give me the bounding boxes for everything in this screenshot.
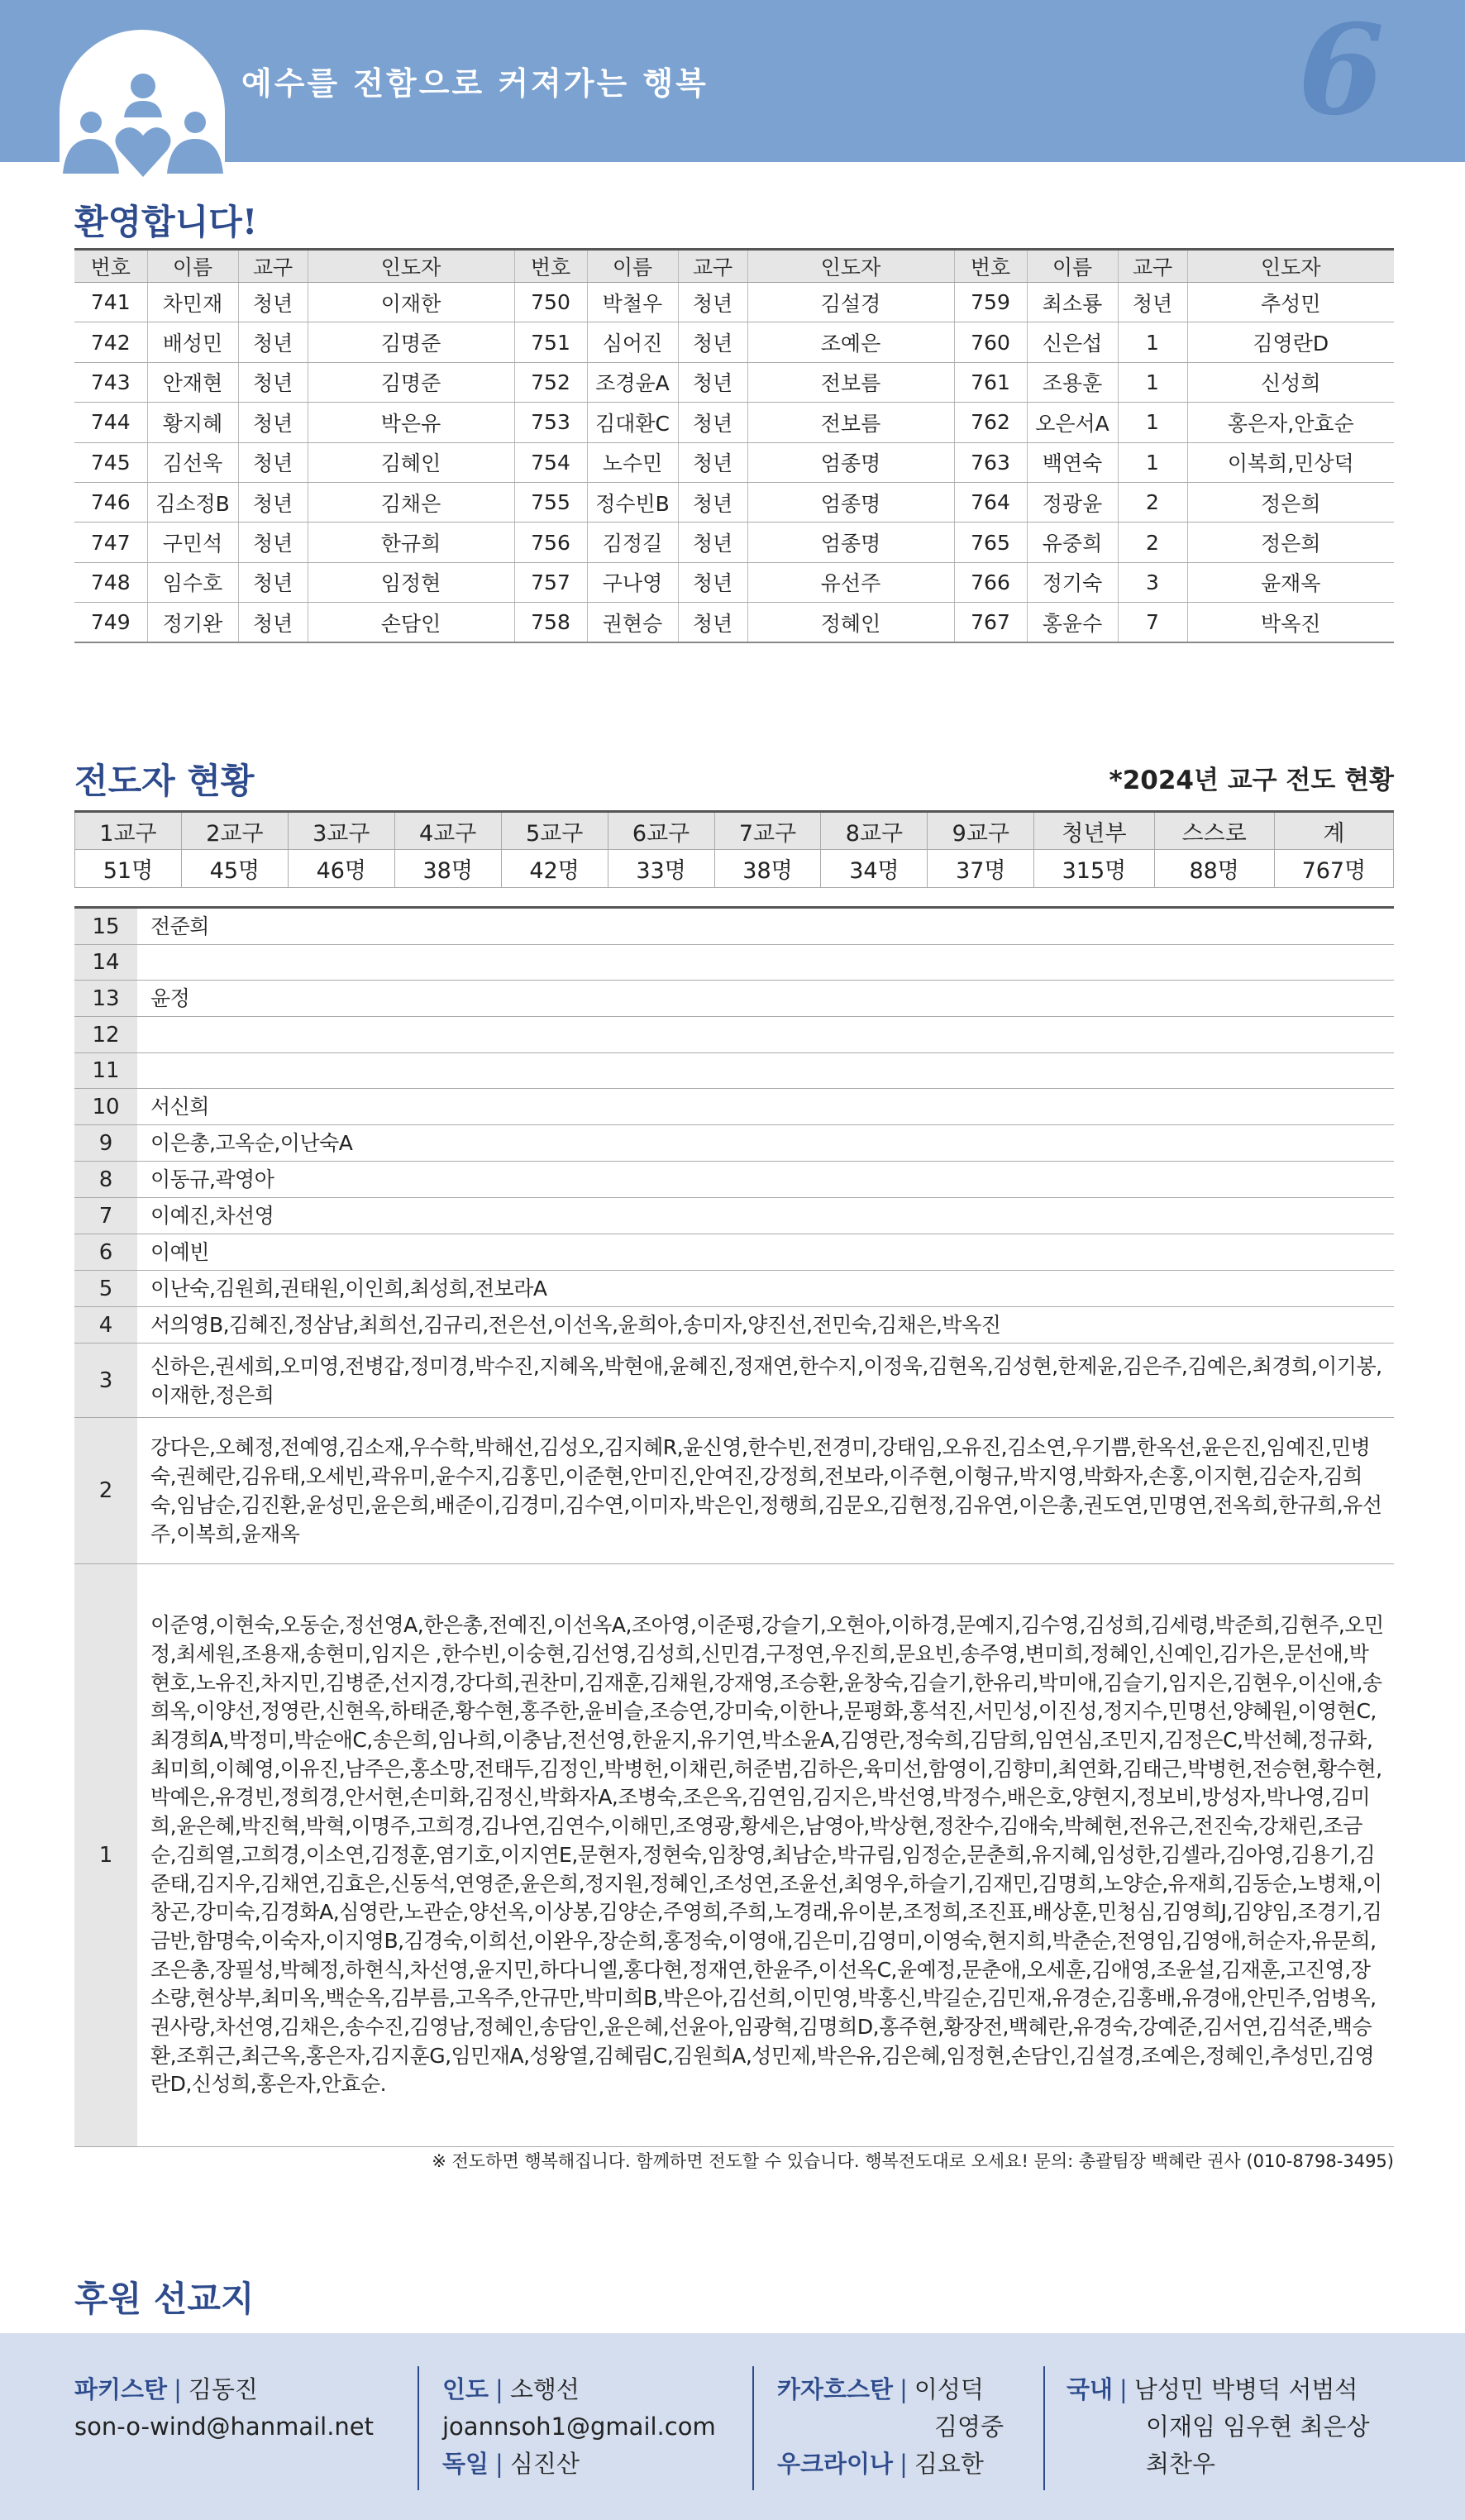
missionary-names: 김동진 — [188, 2375, 258, 2403]
rank-names: 서신희 — [137, 1089, 1394, 1125]
country-label: 인도 — [442, 2375, 489, 2403]
country-label: 파키스탄 — [74, 2375, 168, 2403]
rank-number: 14 — [74, 945, 137, 981]
table-cell: 김정길 — [587, 523, 678, 562]
rank-names: 강다은,오혜정,전예영,김소재,우수학,박해선,김성오,김지혜R,윤신영,한수빈,전경미,강태임,오유진,김소연,우기쁨,한옥선,윤은진,임예진,민병숙,권혜란,김유태,오세빈,곽유미,윤수지,김홍민,이준현,안미진,안여진,강정희,전보라,이주현,이형규,박지영,박화자,손홍,이지현,김순자,김희숙,임남순,김진환,윤성민,윤은희,배준이,김경미,김수연,이미자,박은인,정행희,김문오,김현정,김유연,이은총,권도연,민명연,전옥희,한규희,유선주,이복희,윤재옥 — [137, 1418, 1394, 1564]
rank-row — [74, 1307, 1394, 1344]
table-cell: 754 — [514, 442, 587, 482]
table-cell: 김혜인 — [308, 442, 514, 482]
table-cell: 조경윤A — [587, 362, 678, 402]
missionaries-title: 후원 선교지 — [74, 2279, 255, 2319]
country-label: 국내 — [1067, 2375, 1114, 2403]
rank-names: 이예진,차선영 — [137, 1198, 1394, 1234]
missionary-names: 이성덕 — [914, 2375, 984, 2403]
parish-count-cell: 38명 — [714, 850, 821, 888]
missionary-domestic: 국내 | 남성민 박병덕 서범석 이재임 임우현 최은상 최찬우 — [1067, 2371, 1370, 2483]
table-cell: 정기숙 — [1027, 562, 1118, 602]
table-row — [74, 603, 1394, 642]
parish-count-cell: 37명 — [928, 850, 1034, 888]
table-cell: 한규희 — [308, 523, 514, 562]
table-cell: 1 — [1118, 362, 1187, 402]
country-label: 카자흐스탄 — [777, 2375, 894, 2403]
table-cell: 755 — [514, 482, 587, 522]
table-cell: 홍윤수 — [1027, 603, 1118, 642]
column-header: 교구 — [238, 250, 308, 283]
table-cell: 청년 — [678, 442, 747, 482]
table-row — [74, 283, 1394, 322]
evangelism-footnote: ※ 전도하면 행복해집니다. 함께하면 전도할 수 있습니다. 행복전도대로 오세요! 문의: 총괄팀장 백혜란 권사 (010-8798-3495) — [432, 2151, 1394, 2171]
table-cell: 1 — [1118, 442, 1187, 482]
rank-names: 이준영,이현숙,오동순,정선영A,한은총,전예진,이선옥A,조아영,이준평,강슬기,오현아,이하경,문예지,김수영,김성희,김세령,박준희,김현주,오민정,최세원,조용재,송현미,임지은 ,한수빈,이숭현,김선영,김성희,신민겸,구정연,우진희,문요빈,송주영,변미희,정혜인,신예인,김가은,문선애,박현호,노유진,차지민,김병준,선지경,강다희,권찬미,김재훈,김채원,강재영,조승환,윤창숙,김슬기,한유리,박미애,김슬기,임지은,김현우,이신애,송희옥,이양선,정영란,신현옥,하태준,황수현,홍주한,윤비슬,조승연,강미숙,이한나,문평화,홍석진,서민성,이진성,정지수,민명선,양혜원,이영현C,최경희A,박정미,박순애C,송은희,임나희,이충남,전선영,한윤지,유기연,박소윤A,김영란,정숙희,김담희,임연심,조민지,김정은C,박선혜,정규화,최미희,이혜영,이유진,남주은,홍소망,전태두,김정인,박병헌,이채린,허준범,김하은,육미선,함영이,김향미,최연화,김태근,박병헌,전승현,황수현,박예은,유경빈,정희경,안서현,손미화,김정신,박화자A,조병숙,조은옥,김연임,김지은,박선영,박정수,배은호,양현지,정보비,방성자,박나영,김미희,윤은혜,박진혁,박혁,이명주,고희경,김나연,김연수,이해민,조영광,황세은,남영아,박상현,정찬수,김애숙,박혜현,전유근,전진숙,강채린,조금순,김희열,고희경,이소연,김정훈,염기호,이지연E,문현자,정현숙,임창영,최남순,박규림,임정순,문춘희,유지혜,임성한,김셀라,김아영,김용기,김준태,김지우,김채연,김효은,신동석,연영준,윤은희,정지원,정혜인,조성연,조윤선,최영우,하슬기,김재민,김명희,노양순,유재희,김동순,노병채,이창곤,강미숙,김경화A,심영란,노관순,양선옥,이상봉,김양순,주영희,주희,노경래,유이분,조정희,조진표,배상훈,민청심,김영희J,김양임,조경기,김금반,함명숙,이숙자,이지영B,김경숙,이희선,이완우,장순희,홍정숙,이영애,김은미,김영미,이영숙,현지희,박춘순,전영임,김영애,허순자,유문희,조은총,장필성,박혜정,하현식,차선영,윤지민,하다니엘,홍다현,정재연,한윤주,이선옥C,윤예정,문춘애,오세훈,김애영,조윤설,김재훈,고진영,장소량,현상부,최미옥,백순옥,김부름,고옥주,안규만,박미희B,박은아,김선희,이민영,박홍신,박길순,김민재,유경순,김홍배,유경애,안민주,엄병옥,권사랑,차선영,김채은,송수진,김영남,정혜인,송담인,윤은혜,선윤아,임광혁,김명희D,홍주현,황장전,백혜란,유경숙,강예준,김서연,김석준,백승환,조휘근,최근옥,홍은자,김지훈G,임민재A,성왕열,김혜림C,김원희A,성민제,박은유,김은혜,임정현,손담인,김설경,조예은,정혜인,추성민,김영란D,신성희,홍은자,안효순. — [137, 1564, 1394, 2147]
parish-count-table — [74, 810, 1394, 888]
table-cell: 767 — [954, 603, 1027, 642]
table-cell: 750 — [514, 283, 587, 322]
table-cell: 766 — [954, 562, 1027, 602]
column-header: 인도자 — [308, 250, 514, 283]
table-cell: 백연숙 — [1027, 442, 1118, 482]
table-cell: 구나영 — [587, 562, 678, 602]
parish-count-cell: 51명 — [75, 850, 182, 888]
rank-names: 신하은,권세희,오미영,전병갑,정미경,박수진,지혜옥,박현애,윤혜진,정재연,한수지,이정욱,김현옥,김성현,한제윤,김은주,김예은,최경희,이기봉,이재한,정은희 — [137, 1344, 1394, 1418]
table-cell: 청년 — [238, 603, 308, 642]
table-cell: 751 — [514, 322, 587, 362]
table-cell: 청년 — [238, 362, 308, 402]
missionary-india-germany: 인도 | 소행선 joannsoh1@gmail.com 독일 | 심진산 — [442, 2375, 716, 2478]
table-cell: 추성민 — [1187, 283, 1394, 322]
parish-count-cell: 45명 — [181, 850, 288, 888]
table-cell: 손담인 — [308, 603, 514, 642]
table-cell: 747 — [74, 523, 147, 562]
column-header: 인도자 — [747, 250, 954, 283]
table-cell: 753 — [514, 403, 587, 442]
parish-count-row — [75, 850, 1394, 888]
table-cell: 757 — [514, 562, 587, 602]
family-heart-icon — [61, 69, 227, 177]
table-cell: 오은서A — [1027, 403, 1118, 442]
rank-row — [74, 1198, 1394, 1234]
rank-number: 12 — [74, 1017, 137, 1052]
rank-number: 7 — [74, 1198, 137, 1234]
parish-header-cell: 8교구 — [821, 812, 928, 850]
table-row — [74, 442, 1394, 482]
parish-header-cell: 3교구 — [288, 812, 394, 850]
evangelist-rank-table — [74, 906, 1394, 2147]
table-cell: 청년 — [678, 283, 747, 322]
table-cell: 746 — [74, 482, 147, 522]
table-cell: 청년 — [678, 562, 747, 602]
table-row — [74, 403, 1394, 442]
table-cell: 744 — [74, 403, 147, 442]
parish-header-cell: 7교구 — [714, 812, 821, 850]
table-cell: 청년 — [238, 562, 308, 602]
missionary-names: 이재임 임우현 최은상 — [1146, 2413, 1370, 2441]
missionary-names: 최찬우 — [1146, 2450, 1216, 2478]
parish-header-cell: 스스로 — [1154, 812, 1274, 850]
country-label: 우크라이나 — [777, 2450, 894, 2478]
parish-header-cell: 계 — [1274, 812, 1393, 850]
parish-header-cell: 2교구 — [181, 812, 288, 850]
rank-row — [74, 1052, 1394, 1088]
table-cell: 구민석 — [147, 523, 238, 562]
rank-row — [74, 1234, 1394, 1271]
rank-number: 9 — [74, 1125, 137, 1162]
column-header: 이름 — [1027, 250, 1118, 283]
table-cell: 김선욱 — [147, 442, 238, 482]
rank-names: 이은총,고옥순,이난숙A — [137, 1125, 1394, 1162]
header-title: 예수를 전함으로 커져가는 행복 — [241, 65, 709, 102]
rank-names — [137, 945, 1394, 981]
table-cell: 홍은자,안효순 — [1187, 403, 1394, 442]
parish-header-cell: 6교구 — [608, 812, 714, 850]
table-cell: 배성민 — [147, 322, 238, 362]
parish-header-cell: 청년부 — [1034, 812, 1154, 850]
page-number: 6 — [1298, 0, 1385, 143]
table-cell: 청년 — [238, 283, 308, 322]
table-cell: 정수빈B — [587, 482, 678, 522]
table-cell: 청년 — [238, 403, 308, 442]
table-cell: 윤재옥 — [1187, 562, 1394, 602]
table-cell: 청년 — [678, 482, 747, 522]
rank-row — [74, 1564, 1394, 2147]
parish-count-cell: 767명 — [1274, 850, 1393, 888]
table-cell: 정은희 — [1187, 523, 1394, 562]
table-cell: 761 — [954, 362, 1027, 402]
missionary-names: 남성민 박병덕 서범석 — [1133, 2375, 1358, 2403]
missionary-kazakhstan-ukraine: 카자흐스탄 | 이성덕 김영중 우크라이나 | 김요한 — [777, 2375, 1005, 2478]
table-cell: 749 — [74, 603, 147, 642]
table-cell: 김채은 — [308, 482, 514, 522]
parish-header-cell: 1교구 — [75, 812, 182, 850]
table-cell: 박철우 — [587, 283, 678, 322]
table-cell: 청년 — [238, 442, 308, 482]
table-cell: 노수민 — [587, 442, 678, 482]
table-cell: 엄종명 — [747, 523, 954, 562]
parish-count-cell: 315명 — [1034, 850, 1154, 888]
column-header: 번호 — [514, 250, 587, 283]
table-cell: 임수호 — [147, 562, 238, 602]
table-cell: 김명준 — [308, 322, 514, 362]
table-cell: 임정현 — [308, 562, 514, 602]
table-cell: 이재한 — [308, 283, 514, 322]
column-header: 번호 — [954, 250, 1027, 283]
rank-number: 3 — [74, 1344, 137, 1418]
rank-row — [74, 1271, 1394, 1307]
table-cell: 신은섭 — [1027, 322, 1118, 362]
table-cell: 청년 — [678, 403, 747, 442]
table-cell: 760 — [954, 322, 1027, 362]
table-cell: 청년 — [238, 523, 308, 562]
rank-names — [137, 1052, 1394, 1088]
rank-number: 1 — [74, 1564, 137, 2147]
rank-row — [74, 1162, 1394, 1198]
country-label: 독일 — [442, 2450, 489, 2478]
evangelism-title: 전도자 현황 — [74, 761, 255, 801]
rank-row — [74, 1344, 1394, 1418]
table-cell: 신성희 — [1187, 362, 1394, 402]
divider — [752, 2366, 754, 2490]
column-header: 이름 — [587, 250, 678, 283]
rank-row — [74, 1125, 1394, 1162]
table-cell: 765 — [954, 523, 1027, 562]
parish-count-cell: 33명 — [608, 850, 714, 888]
missionary-names: 심진산 — [509, 2450, 580, 2478]
parish-count-cell: 34명 — [821, 850, 928, 888]
table-cell: 조용훈 — [1027, 362, 1118, 402]
parish-count-cell: 46명 — [288, 850, 394, 888]
table-cell: 7 — [1118, 603, 1187, 642]
table-cell: 759 — [954, 283, 1027, 322]
parish-count-cell: 88명 — [1154, 850, 1274, 888]
table-cell: 김명준 — [308, 362, 514, 402]
rank-number: 15 — [74, 908, 137, 945]
welcome-header-row — [74, 250, 1394, 283]
column-header: 교구 — [1118, 250, 1187, 283]
table-row — [74, 523, 1394, 562]
table-cell: 박옥진 — [1187, 603, 1394, 642]
table-cell: 김영란D — [1187, 322, 1394, 362]
table-cell: 차민재 — [147, 283, 238, 322]
rank-names: 전준희 — [137, 908, 1394, 945]
table-cell: 청년 — [678, 322, 747, 362]
table-cell: 엄종명 — [747, 482, 954, 522]
table-cell: 황지혜 — [147, 403, 238, 442]
table-cell: 전보름 — [747, 362, 954, 402]
rank-number: 8 — [74, 1162, 137, 1198]
table-cell: 청년 — [1118, 283, 1187, 322]
missionary-names: 소행선 — [509, 2375, 580, 2403]
table-cell: 청년 — [238, 482, 308, 522]
table-cell: 김소정B — [147, 482, 238, 522]
parish-count-cell: 42명 — [501, 850, 608, 888]
table-cell: 최소룡 — [1027, 283, 1118, 322]
table-cell: 745 — [74, 442, 147, 482]
rank-row — [74, 1418, 1394, 1564]
table-cell: 752 — [514, 362, 587, 402]
missionary-email: son-o-wind@hanmail.net — [74, 2413, 375, 2441]
rank-number: 2 — [74, 1418, 137, 1564]
parish-header-cell: 5교구 — [501, 812, 608, 850]
table-cell: 1 — [1118, 403, 1187, 442]
column-header: 번호 — [74, 250, 147, 283]
parish-header-row — [75, 812, 1394, 850]
rank-number: 10 — [74, 1089, 137, 1125]
table-cell: 박은유 — [308, 403, 514, 442]
welcome-title: 환영합니다! — [74, 202, 258, 242]
table-cell: 2 — [1118, 523, 1187, 562]
parish-header-cell: 9교구 — [928, 812, 1034, 850]
rank-names: 이난숙,김원희,권태원,이인희,최성희,전보라A — [137, 1271, 1394, 1307]
table-cell: 심어진 — [587, 322, 678, 362]
table-cell: 741 — [74, 283, 147, 322]
missionary-names: 김영중 — [934, 2413, 1005, 2441]
rank-number: 6 — [74, 1234, 137, 1271]
welcome-table — [74, 248, 1394, 643]
table-cell: 안재현 — [147, 362, 238, 402]
table-row — [74, 482, 1394, 522]
missionary-names: 김요한 — [914, 2450, 984, 2478]
table-cell: 청년 — [678, 362, 747, 402]
table-cell: 정광윤 — [1027, 482, 1118, 522]
rank-row — [74, 908, 1394, 945]
rank-names — [137, 1017, 1394, 1052]
column-header: 이름 — [147, 250, 238, 283]
table-cell: 1 — [1118, 322, 1187, 362]
evangelism-note: *2024년 교구 전도 현황 — [1109, 766, 1394, 795]
table-cell: 764 — [954, 482, 1027, 522]
missionary-email: joannsoh1@gmail.com — [442, 2413, 716, 2441]
rank-row — [74, 981, 1394, 1017]
rank-row — [74, 1017, 1394, 1052]
table-cell: 762 — [954, 403, 1027, 442]
table-cell: 권현승 — [587, 603, 678, 642]
table-cell: 유중희 — [1027, 523, 1118, 562]
rank-number: 13 — [74, 981, 137, 1017]
table-cell: 청년 — [678, 523, 747, 562]
table-cell: 전보름 — [747, 403, 954, 442]
rank-names: 윤정 — [137, 981, 1394, 1017]
divider — [1043, 2366, 1045, 2490]
rank-number: 5 — [74, 1271, 137, 1307]
table-cell: 청년 — [678, 603, 747, 642]
table-cell: 756 — [514, 523, 587, 562]
table-cell: 758 — [514, 603, 587, 642]
table-cell: 정은희 — [1187, 482, 1394, 522]
rank-row — [74, 1089, 1394, 1125]
table-row — [74, 322, 1394, 362]
table-cell: 743 — [74, 362, 147, 402]
table-cell: 742 — [74, 322, 147, 362]
rank-number: 11 — [74, 1052, 137, 1088]
missionary-pakistan: 파키스탄 | 김동진 son-o-wind@hanmail.net — [74, 2371, 374, 2446]
table-cell: 김설경 — [747, 283, 954, 322]
rank-names: 이동규,곽영아 — [137, 1162, 1394, 1198]
table-row — [74, 362, 1394, 402]
rank-row — [74, 945, 1394, 981]
divider — [418, 2366, 419, 2490]
table-cell: 엄종명 — [747, 442, 954, 482]
column-header: 인도자 — [1187, 250, 1394, 283]
table-row — [74, 562, 1394, 602]
column-header: 교구 — [678, 250, 747, 283]
table-cell: 정혜인 — [747, 603, 954, 642]
parish-count-cell: 38명 — [394, 850, 501, 888]
rank-names: 서의영B,김혜진,정삼남,최희선,김규리,전은선,이선옥,윤희아,송미자,양진선,전민숙,김채은,박옥진 — [137, 1307, 1394, 1344]
table-cell: 이복희,민상덕 — [1187, 442, 1394, 482]
table-cell: 748 — [74, 562, 147, 602]
table-cell: 763 — [954, 442, 1027, 482]
rank-names: 이예빈 — [137, 1234, 1394, 1271]
table-cell: 유선주 — [747, 562, 954, 602]
table-cell: 김대환C — [587, 403, 678, 442]
table-cell: 3 — [1118, 562, 1187, 602]
table-cell: 정기완 — [147, 603, 238, 642]
rank-number: 4 — [74, 1307, 137, 1344]
parish-header-cell: 4교구 — [394, 812, 501, 850]
table-cell: 청년 — [238, 322, 308, 362]
table-cell: 조예은 — [747, 322, 954, 362]
table-cell: 2 — [1118, 482, 1187, 522]
